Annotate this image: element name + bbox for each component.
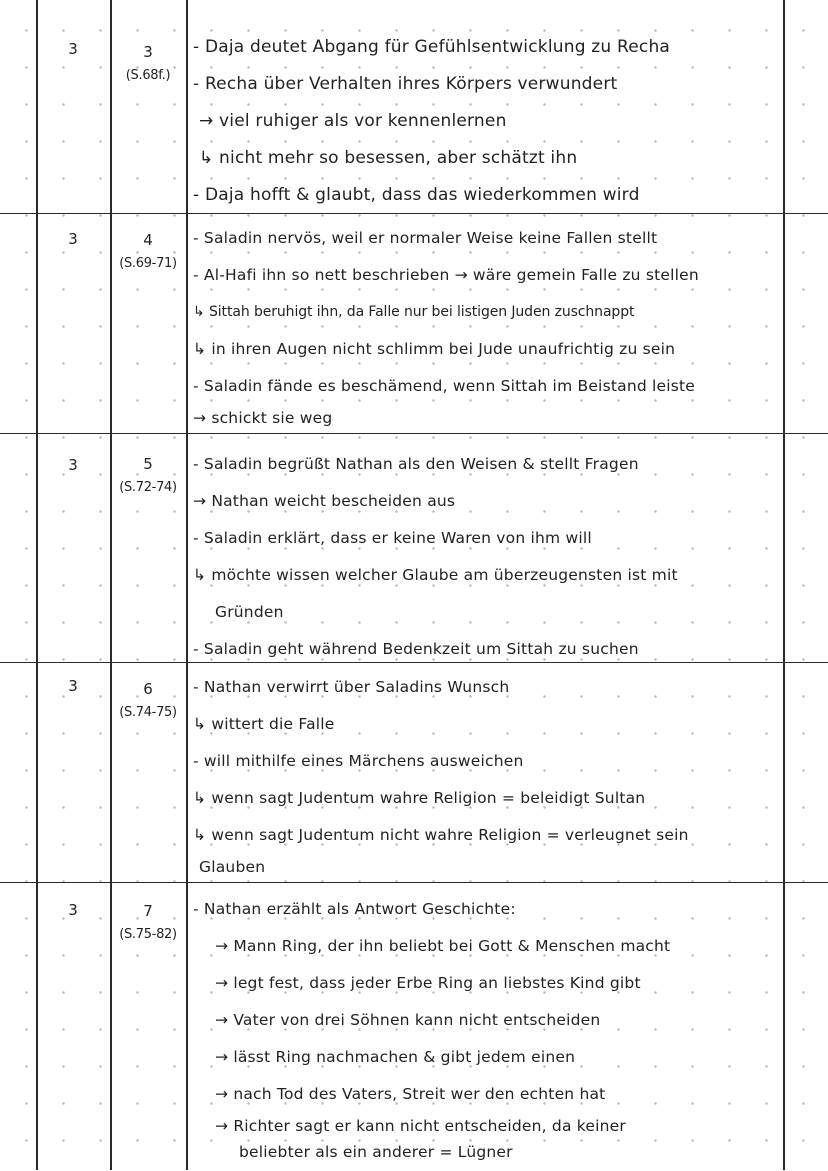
summary-line: → lässt Ring nachmachen & gibt jedem einen	[215, 1048, 576, 1066]
summary-line: - Al-Hafi ihn so nett beschrieben → wäre gemein Falle zu stellen	[193, 266, 699, 284]
page-range: (S.68f.)	[125, 68, 171, 83]
summary-line: - Saladin nervös, weil er normaler Weise keine Fallen stellt	[193, 229, 658, 247]
scene-cell	[110, 452, 186, 500]
page-range: (S.74-75)	[119, 705, 177, 720]
summary-line: ↳ wenn sagt Judentum nicht wahre Religion = verleugnet sein	[193, 826, 689, 844]
summary-line: → Vater von drei Söhnen kann nicht entscheiden	[215, 1011, 601, 1029]
table-row	[0, 213, 828, 434]
summary-line: - Nathan verwirrt über Saladins Wunsch	[193, 678, 510, 696]
summary-line: - Recha über Verhalten ihres Körpers verwundert	[193, 74, 618, 94]
table-row	[0, 26, 828, 213]
summary-line: → Mann Ring, der ihn beliebt bei Gott & Menschen macht	[215, 937, 671, 955]
scene-cell	[110, 228, 186, 276]
summary-line: ↳ Sittah beruhigt ihn, da Falle nur bei listigen Juden zuschnappt	[193, 304, 635, 320]
page-range: (S.72-74)	[119, 480, 177, 495]
summary-cell	[193, 446, 781, 668]
table-row	[0, 882, 828, 1171]
act-number: 3	[68, 230, 78, 248]
summary-line: ↳ wenn sagt Judentum wahre Religion = beleidigt Sultan	[193, 789, 646, 807]
summary-line: ↳ in ihren Augen nicht schlimm bei Jude unaufrichtig zu sein	[193, 340, 676, 358]
summary-line: - Daja deutet Abgang für Gefühlsentwicklung zu Recha	[193, 37, 671, 57]
scene-number: 3	[143, 43, 153, 61]
page-range: (S.69-71)	[119, 256, 177, 271]
scene-number: 4	[143, 231, 153, 249]
summary-cell	[193, 220, 781, 431]
scene-cell	[110, 899, 186, 947]
summary-line: - Daja hofft & glaubt, dass das wiederkommen wird	[193, 185, 640, 205]
summary-line: Gründen	[215, 603, 284, 621]
scene-number: 6	[143, 680, 153, 698]
summary-line: - Saladin geht während Bedenkzeit um Sittah zu suchen	[193, 640, 639, 658]
summary-line: → Nathan weicht bescheiden aus	[193, 492, 456, 510]
summary-line: → viel ruhiger als vor kennenlernen	[199, 111, 507, 131]
summary-line: ↳ nicht mehr so besessen, aber schätzt ihn	[199, 148, 578, 168]
summary-line: ↳ wittert die Falle	[193, 715, 335, 733]
act-number: 3	[68, 456, 78, 474]
summary-line: Glauben	[199, 858, 266, 876]
scene-cell	[110, 677, 186, 725]
summary-line: ↳ möchte wissen welcher Glaube am überzeugensten ist mit	[193, 566, 678, 584]
table-row	[0, 662, 828, 883]
summary-line: - will mithilfe eines Märchens ausweichen	[193, 752, 524, 770]
act-number: 3	[68, 677, 78, 695]
summary-line: - Saladin fände es beschämend, wenn Sittah im Beistand leiste	[193, 377, 696, 395]
summary-line: → nach Tod des Vaters, Streit wer den echten hat	[215, 1085, 606, 1103]
summary-line: - Saladin erklärt, dass er keine Waren von ihm will	[193, 529, 592, 547]
summary-line: → legt fest, dass jeder Erbe Ring an liebstes Kind gibt	[215, 974, 641, 992]
table-row	[0, 433, 828, 663]
scene-number: 5	[143, 455, 153, 473]
summary-cell	[193, 669, 781, 880]
summary-line: - Saladin begrüßt Nathan als den Weisen & stellt Fragen	[193, 455, 639, 473]
summary-line: - Nathan erzählt als Antwort Geschichte:	[193, 900, 516, 918]
summary-cell	[193, 29, 781, 214]
summary-line: → schickt sie weg	[193, 409, 333, 427]
scene-number: 7	[143, 902, 153, 920]
page-range: (S.75-82)	[119, 927, 177, 942]
summary-line: → Richter sagt er kann nicht entscheiden, da keiner	[215, 1117, 626, 1135]
scene-cell	[110, 40, 186, 88]
act-number: 3	[68, 40, 78, 58]
summary-cell	[193, 891, 781, 1165]
act-number: 3	[68, 901, 78, 919]
summary-line: beliebter als ein anderer = Lügner	[239, 1143, 513, 1161]
